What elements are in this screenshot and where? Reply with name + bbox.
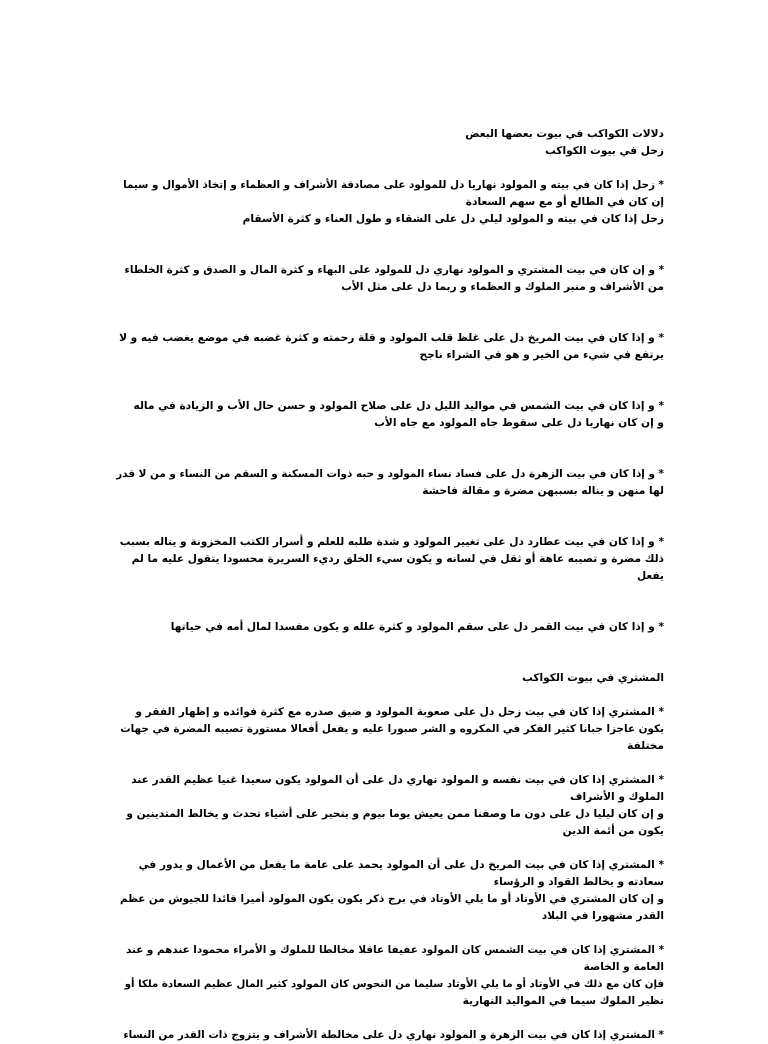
paragraph-line: * و إذا كان في بيت المريخ دل على غلظ قلب المولود و قلة رحمته و كثرة غضبه في موضع يغضب فيه و لا xyxy=(119,332,664,344)
paragraph-line: * و إذا كان في بيت الشمس في مواليد الليل دل على صلاح المولود و حسن حال الأب و الزيادة في ماله xyxy=(133,400,664,412)
paragraph-line: مختلفة xyxy=(627,740,664,752)
paragraph-line: * المشتري إذا كان في بيت المريخ دل على أن المولود يحمد على عامة ما يفعل من الأعمال و يدور في xyxy=(138,859,664,871)
paragraph-line: * و إذا كان في بيت عطارد دل على تغيير المولود و شدة طلبه للعلم و أسرار الكتب المخزونة و يناله بسبب xyxy=(119,536,664,548)
paragraph-line: نظير الملوك سيما في المواليد النهارية xyxy=(462,995,664,1007)
document-title: دلالات الكواكب في بيوت بعضها البعض xyxy=(465,128,664,140)
paragraph-line: ذلك مضرة و تصيبه عاهة أو ثقل في لسانه و يكون سيء الخلق رديء السريرة محسودا يتقول عليه ما لم xyxy=(131,553,664,565)
section-heading-jupiter: المشتري في بيوت الكواكب xyxy=(522,672,664,684)
paragraph-line: فإن كان مع ذلك في الأوتاد أو ما يلي الأوتاد سليما من النحوس كان المولود كثير المال عظيم السعادة ملكا أو xyxy=(124,979,664,990)
paragraph-line: و إن كان ليليا دل على دون ما وصفنا ممن يعيش يوما بيوم و يتحير على أشياء تحدث و يخالط المتدينين و xyxy=(126,808,664,820)
paragraph-line: سعادته و يخالط القواد و الرؤساء xyxy=(493,876,664,888)
paragraph-line: يفعل xyxy=(636,570,664,582)
paragraph-line: من الأشراف و منبر الملوك و العظماء و ربما دل على مثل الأب xyxy=(341,281,664,293)
paragraph-line: القدر مشهورا في البلاد xyxy=(541,910,664,922)
paragraph-line: * و إذا كان في بيت الزهرة دل على فساد نساء المولود و حبه ذوات المسكنة و السقم من النساء و من لا قدر xyxy=(116,468,664,480)
paragraph-line: * زحل إذا كان في بيته و المولود نهاريا دل للمولود على مصادقة الأشراف و العظماء و إتخاذ الأموال و سيما xyxy=(123,179,664,191)
paragraph-line: * المشتري إذا كان في بيت زحل دل على صعوبة المولود و ضيق صدره مع كثرة فوائده و إظهار الفقر و xyxy=(135,706,664,718)
paragraph-line: إن كان في الطالع أو مع سهم السعادة xyxy=(465,196,664,208)
paragraph-line: زحل إذا كان في بيته و المولود ليلي دل على الشقاء و طول العناء و كثرة الأسقام xyxy=(242,213,664,225)
paragraph-line: يرتفع في شيء من الخير و هو في الشراء ناجح xyxy=(419,349,664,361)
paragraph-line: يكون عاجزا جبانا كثير الفكر في المكروه و الشر صبورا عليه و يفعل أفعالا مستورة تصيبه المضرة في جهات xyxy=(120,723,664,735)
paragraph-line: * المشتري إذا كان في بيت نفسه و المولود نهاري دل على أن المولود يكون سعيدا غنيا عظيم القدر عند xyxy=(131,774,664,786)
paragraph-line: العامة و الخاصة xyxy=(583,961,664,973)
document-page xyxy=(116,126,664,1044)
paragraph-line: لها منهن و يناله بسببهن مضرة و مقالة فاحشة xyxy=(422,485,664,497)
paragraph-line: * و إذا كان في بيت القمر دل على سقم المولود و كثرة علله و يكون مفسدا لمال أمه في حياتها xyxy=(170,621,664,633)
paragraph-line: يكون من أئمة الدين xyxy=(562,825,664,837)
paragraph-line: * المشتري إذا كان في بيت الزهرة و المولود نهاري دل على مخالطة الأشراف و يتزوج ذات القدر من النساء xyxy=(123,1029,664,1041)
section-heading-saturn: زحل في بيوت الكواكب xyxy=(545,145,664,157)
paragraph-line: * المشتري إذا كان في بيت الشمس كان المولود عفيفا عاقلا مخالطا للملوك و الأمراء محمودا عندهم و عند xyxy=(125,944,664,956)
paragraph-line: و إن كان المشتري في الأوتاد أو ما يلي الأوتاد في برج ذكر يكون يكون المولود أميرا قائدا للجيوش من عظم xyxy=(119,893,664,905)
paragraph-line: الملوك و الأشراف xyxy=(570,791,664,803)
paragraph-line: * و إن كان في بيت المشتري و المولود نهاري دل للمولود على البهاء و كثرة المال و الصدق و كثرة الخلطاء xyxy=(124,264,664,276)
paragraph-line: و إن كان نهاريا دل على سقوط جاه المولود مع جاه الأب xyxy=(374,417,664,429)
